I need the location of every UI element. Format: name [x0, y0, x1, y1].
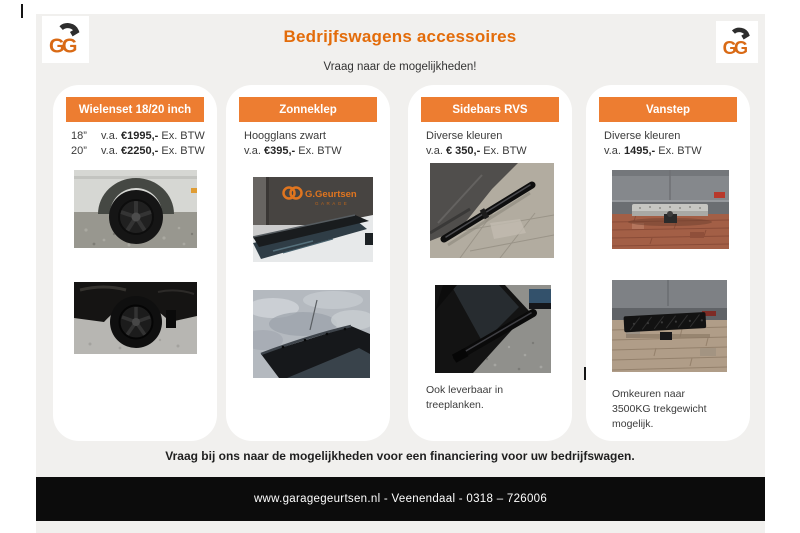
- price-row-18inch: [71, 129, 211, 144]
- photo-black-sidebar-black-van: [435, 285, 551, 373]
- sidebars-note: Ook leverbaar in treeplanken.: [426, 384, 504, 411]
- description: Diverse kleuren: [604, 130, 681, 142]
- card-zonneklep: [226, 85, 390, 441]
- wheel-size-label: 18”: [71, 130, 87, 142]
- photo-black-vanstep-rear: [612, 280, 727, 372]
- card-zonneklep-text: [244, 129, 384, 159]
- svg-text:GARAGE: GARAGE: [315, 201, 350, 206]
- price-row-20inch: [71, 144, 211, 159]
- svg-text:GG: GG: [722, 37, 746, 58]
- card-zonneklep-header: Zonneklep: [239, 97, 377, 122]
- card-vanstep-header: Vanstep: [599, 97, 737, 122]
- financing-note: Vraag bij ons naar de mogelijkheden voor een financiering voor uw bedrijfswagen.: [165, 449, 635, 463]
- card-sidebars: [408, 85, 572, 441]
- card-wielenset-header: Wielenset 18/20 inch: [66, 97, 204, 122]
- page-subtitle: Vraag naar de mogelijkheden!: [323, 61, 477, 73]
- price-line: v.a. €395,- Ex. BTW: [244, 145, 342, 157]
- card-vanstep: [586, 85, 750, 441]
- photo-black-alloy-wheel-silver-van: [74, 170, 197, 248]
- vanstep-note: Omkeuren naar 3500KG trekgewicht mogelijk.: [612, 388, 707, 430]
- photo-black-alloy-wheel-black-van: [74, 282, 197, 354]
- text-cursor-mark-top: [21, 4, 23, 18]
- price-line: v.a. €1995,- Ex. BTW: [101, 130, 205, 142]
- svg-text:G.Geurtsen: G.Geurtsen: [305, 189, 357, 200]
- price-line: v.a. 1495,- Ex. BTW: [604, 145, 702, 157]
- description: Hoogglans zwart: [244, 130, 326, 142]
- photo-sun-visor-black-van-sky: [253, 290, 370, 378]
- card-wielenset: [53, 85, 217, 441]
- svg-text:GG: GG: [49, 35, 75, 58]
- page-title: Bedrijfswagens accessoires: [283, 27, 517, 46]
- photo-black-sidebar-gray-van: [430, 163, 554, 258]
- footer-banner-text: www.garagegeurtsen.nl - Veenendaal - 0318 – 726006: [253, 493, 548, 505]
- card-sidebars-header: Sidebars RVS: [421, 97, 559, 122]
- description: Diverse kleuren: [426, 130, 503, 142]
- price-line: v.a. €2250,- Ex. BTW: [101, 145, 205, 157]
- wheel-size-label: 20”: [71, 145, 87, 157]
- price-line: v.a. € 350,- Ex. BTW: [426, 145, 527, 157]
- photo-aluminium-vanstep-rear: [612, 170, 729, 249]
- footer-banner: [36, 477, 765, 521]
- card-sidebars-text: [426, 129, 566, 159]
- photo-sun-visor-garage-front: [253, 177, 373, 262]
- card-vanstep-text: [604, 129, 744, 159]
- card-wielenset-prices: [71, 129, 211, 159]
